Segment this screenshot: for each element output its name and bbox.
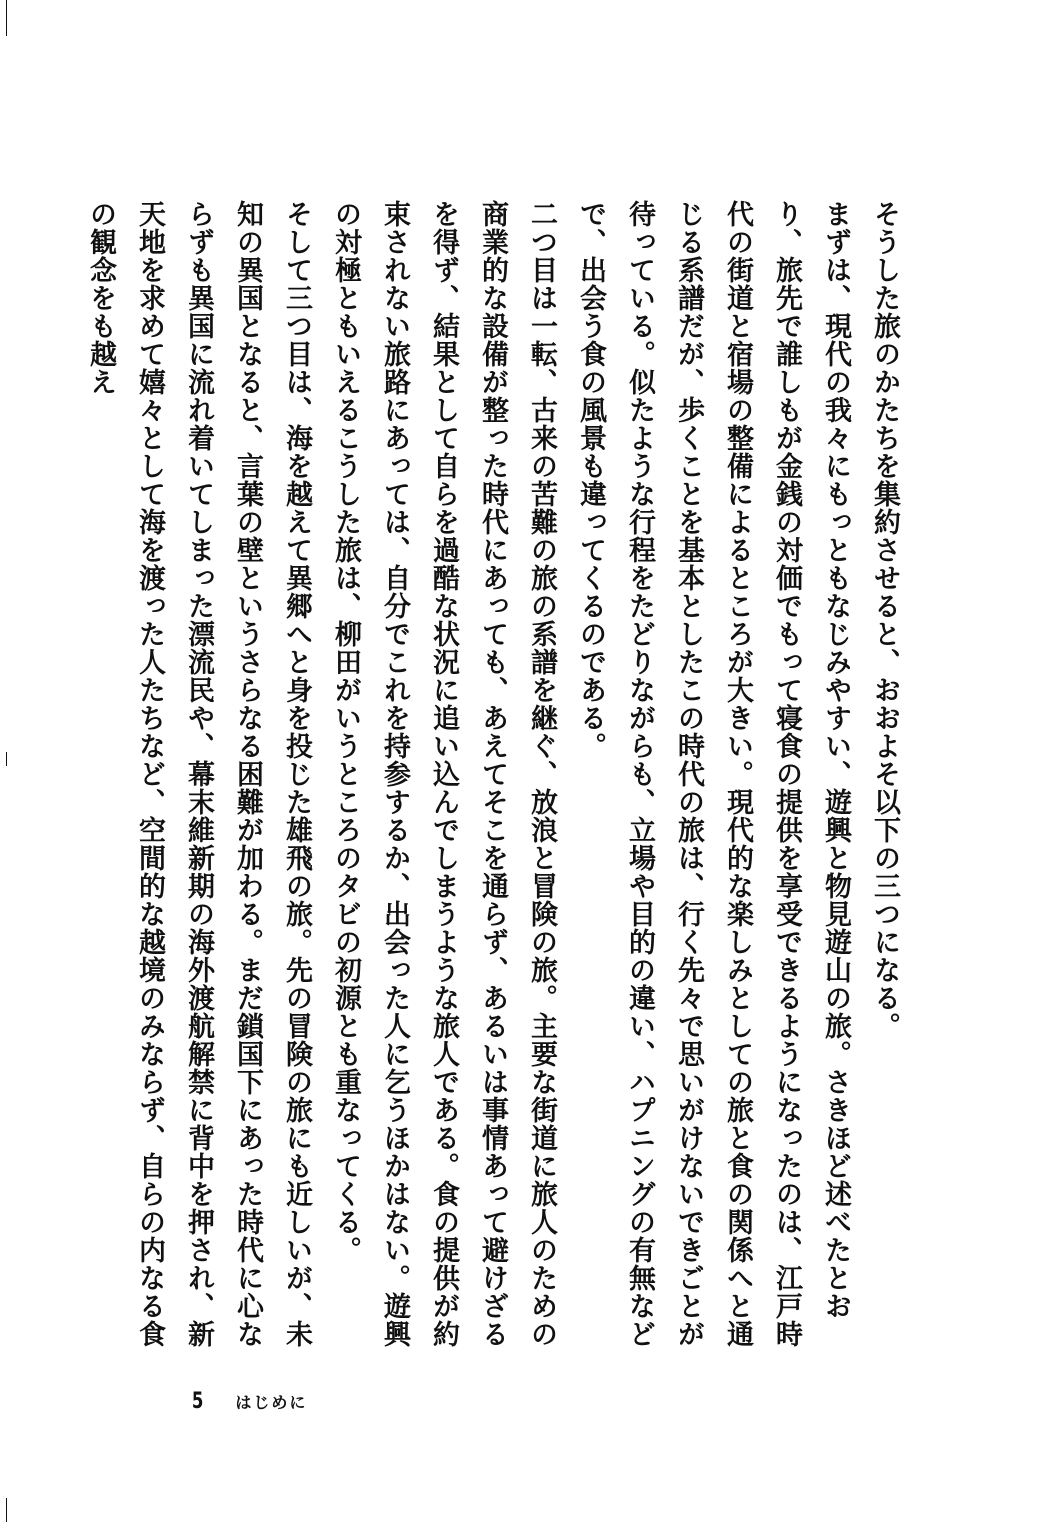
crop-mark-bottom [6, 1498, 7, 1522]
paragraph-1: そうした旅のかたちを集約させると、おおよそ以下の三つになる。 [869, 200, 900, 1040]
crop-mark-top [6, 0, 7, 36]
paragraph-2: まずは、現代の我々にもっともなじみやすい、遊興と物見遊山の旅。さきほど述べたとおり、旅先で誰しもが金銭の対価でもって寝食の提供を享受できるようになったのは、江戸時代の街道と宿場の整備によるところが大きい。現代的な楽しみとしての旅と食の関係へと通じる系譜だが、歩くことを基本としたこの時代の旅は、行く先々で思いがけないできごとが待っている。似たような行程をたどりながらも、立場や目的の違い、ハプニングの有無などで、出会う食の風景も違ってくるのである。 [575, 200, 851, 1348]
page-footer [190, 1386, 307, 1416]
paragraph-4: そして三つ目は、海を越えて異郷へと身を投じた雄飛の旅。先の冒険の旅にも近しいが、未知の異国となると、言葉の壁というさらなる困難が加わる。まだ鎖国下にあった時代に心ならずも異国に流れ着いてしまった漂流民や、幕末維新期の海外渡航解禁に背中を押され、新天地を求めて嬉々として海を渡った人たちなど、空間的な越境のみならず、自らの内なる食の観念をも越え [85, 200, 312, 1348]
crop-mark-middle [6, 752, 7, 766]
paragraph-3: 二つ目は一転、古来の苦難の旅の系譜を継ぐ、放浪と冒険の旅。主要な街道に旅人のための商業的な設備が整った時代にあっても、あえてそこを通らず、あるいは事情あって避けざるを得ず、結果として自らを過酷な状況に追い込んでしまうような旅人である。食の提供が約束されない旅路にあっては、自分でこれを持参するか、出会った人に乞うほかはない。遊興の対極ともいえるこうした旅は、柳田がいうところのタビの初源とも重なってくる。 [330, 200, 557, 1348]
page-number: 5 [191, 1388, 204, 1414]
running-head: はじめに [235, 1392, 308, 1412]
body-text [76, 200, 909, 1348]
